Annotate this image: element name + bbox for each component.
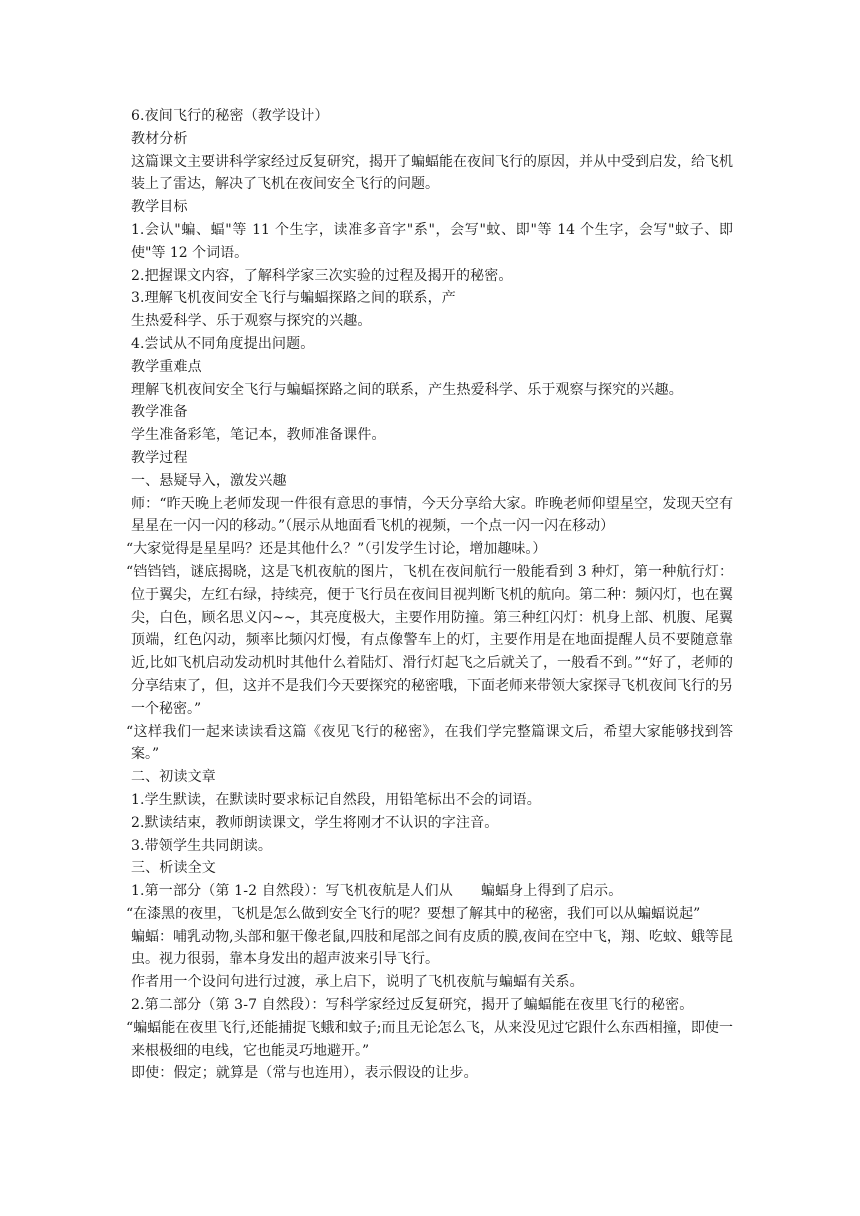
paragraph-key-points: 理解飞机夜间安全飞行与蝙蝠探路之间的联系，产生热爱科学、乐于观察与探究的兴趣。 [131, 381, 683, 398]
document-title: 6.夜间飞行的秘密（教学设计） [131, 108, 329, 124]
paragraph-preparation: 学生准备彩笔，笔记本，教师准备课件。 [131, 427, 386, 444]
document-page [126, 105, 733, 1085]
goal-item-4: 4.尝试从不同角度提出问题。 [131, 335, 315, 352]
section-3-quote-1: “在漆黑的夜里，飞机是怎么做到安全飞行的呢？要想了解其中的秘密，我们可以从蝙蝠说起” [126, 905, 701, 922]
goal-item-1: 1.会认"蝙、蝠"等 11 个生字，读准多音字"系"，会写"蚊、即"等 14 个生字，会写"蚊子、即使"等 12 个词语。 [131, 221, 733, 261]
section-2-item-3: 3.带领学生共同朗读。 [131, 837, 273, 854]
goal-item-2: 2.把握课文内容，了解科学家三次实验的过程及揭开的秘密。 [131, 267, 513, 284]
goal-item-3-line-1: 3.理解飞机夜间安全飞行与蝙蝠探路之间的联系，产 [131, 290, 456, 307]
section-1-paragraph-3: “铛铛铛，谜底揭晓，这是飞机夜航的图片，飞机在夜间航行一般能看到 3 种灯，第一种航行灯：位于翼尖，左红右绿，持续亮，便于飞行员在夜间目视判断飞机的航向。第二种：频闪灯，也在翼尖，白色，顾名思义闪~~，其亮度极大，主要作用防撞。第三种红闪灯：机身上部、机腹、尾翼顶端，红色闪动，频率比频闪灯慢，有点像警车上的灯，主要作用是在地面提醒人员不要随意靠近,比如飞机启动发动机时其他什么着陆灯、滑行灯起飞之后就关了，一般看不到。”“好了，老师的分享结束了，但，这并不是我们今天要探究的秘密哦，下面老师来带领大家探寻飞机夜间飞行的另一个秘密。” [126, 563, 733, 717]
section-1-title: 一、悬疑导入，激发兴趣 [131, 472, 287, 489]
section-3-title: 三、析读全文 [131, 860, 216, 877]
heading-key-points: 教学重难点 [131, 358, 202, 375]
section-2-item-2: 2.默读结束，教师朗读课文，学生将刚才不认识的字注音。 [131, 814, 499, 831]
section-3-paragraph-bat: 蝙蝠：哺乳动物,头部和躯干像老鼠,四肢和尾部之间有皮质的膜,夜间在空中飞，翔、吃蚊、蛾等昆虫。视力很弱，靠本身发出的超声波来引导飞行。 [131, 928, 733, 968]
heading-material-analysis: 教材分析 [131, 130, 188, 147]
paragraph-material-analysis: 这篇课文主要讲科学家经过反复研究，揭开了蝙蝠能在夜间飞行的原因，并从中受到启发，给飞机装上了雷达，解决了飞机在夜间安全飞行的问题。 [131, 153, 733, 193]
section-3-item-1-part-a: 1.第一部分（第 1-2 自然段）：写飞机夜航是人们从 [131, 883, 453, 900]
section-3-item-2: 2.第二部分（第 3-7 自然段）：写科学家经过反复研究，揭开了蝙蝠能在夜里飞行的秘密。 [131, 997, 694, 1014]
section-3-quote-2: “蝙蝠能在夜里飞行,还能捕捉飞蛾和蚊子;而且无论怎么飞，从来没见过它跟什么东西相撞，即使一来根极细的电线，它也能灵巧地避开。” [126, 1019, 733, 1059]
section-3-paragraph-transition: 作者用一个设问句进行过渡，承上启下，说明了飞机夜航与蝙蝠有关系。 [131, 974, 584, 991]
section-1-paragraph-1: 师：“昨天晚上老师发现一件很有意思的事情，今天分享给大家。昨晚老师仰望星空，发现天空有星星在一闪一闪的移动。”（展示从地面看飞机的视频，一个点一闪一闪在移动） [131, 495, 733, 535]
section-1-paragraph-2: “大家觉得是星星吗？还是其他什么？”（引发学生讨论，增加趣味。） [126, 541, 547, 558]
goal-item-3-line-2: 生热爱科学、乐于观察与探究的兴趣。 [131, 313, 372, 330]
section-3-item-1 [131, 880, 733, 903]
section-2-item-1: 1.学生默读，在默读时要求标记自然段，用铅笔标出不会的词语。 [131, 791, 541, 808]
section-1-paragraph-4: “这样我们一起来读读看这篇《夜见飞行的秘密》，在我们学完整篇课文后，希望大家能够找到答案。” [126, 723, 733, 763]
heading-teaching-process: 教学过程 [131, 449, 188, 466]
section-3-paragraph-definition: 即使：假定；就算是（常与也连用），表示假设的让步。 [131, 1065, 478, 1082]
section-2-title: 二、初读文章 [131, 769, 216, 786]
section-3-item-1-part-b: 蝙蝠身上得到了启示。 [480, 883, 623, 900]
heading-teaching-goals: 教学目标 [131, 199, 188, 216]
heading-preparation: 教学准备 [131, 404, 188, 421]
